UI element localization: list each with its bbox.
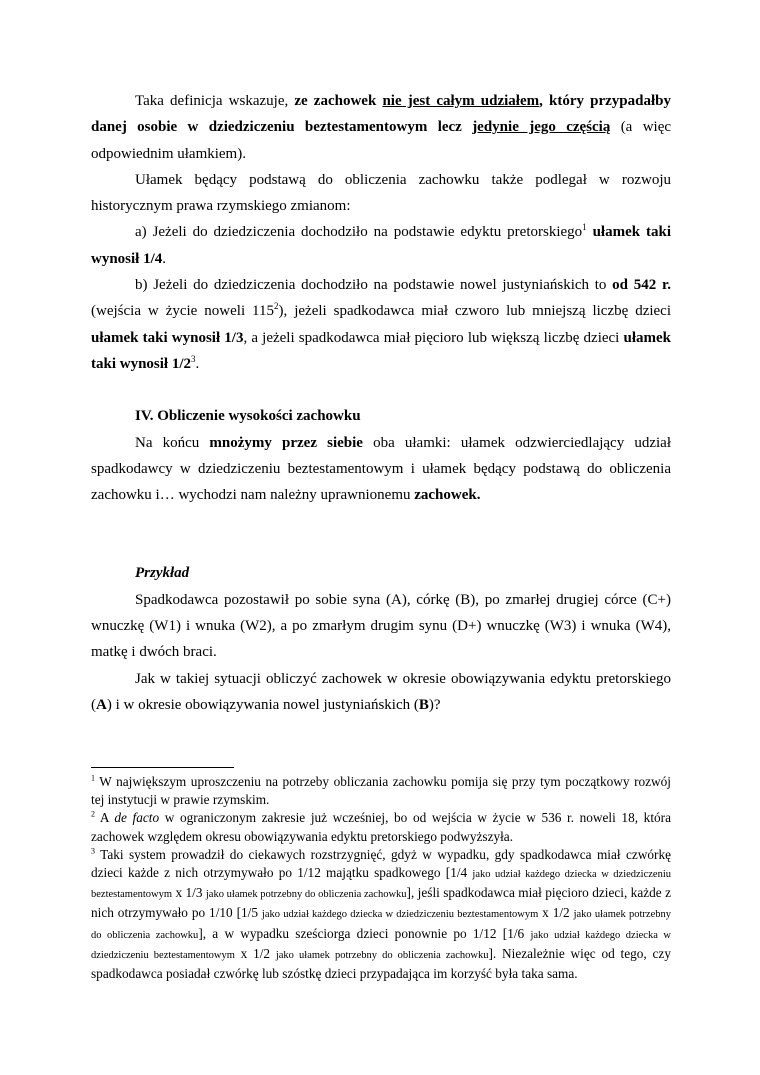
text-span: . [195, 355, 200, 372]
text-span: ) i w okresie obowiązywania nowel justyniańskich ( [106, 696, 419, 713]
footnote-small-text: jako ułamek potrzebny do obliczenia zachowku [91, 909, 671, 941]
footnote-small-text: jako udział każdego dziecka w dziedziczeniu beztestamentowym [261, 909, 539, 921]
underlined-bold-span: nie jest całym udziałem [382, 93, 540, 109]
footnote-1 [91, 773, 671, 809]
bold-span: , który przypadałby danej osobie w dziedziczeniu beztestamentowym lecz [91, 93, 671, 136]
footnote-text: Taki system prowadził do ciekawych rozstrzygnięć, gdyż w wypadku, gdy spadkodawca miał czwórkę dzieci każde z nich otrzymywało po 1/12 majątku spadkowego [1/4 [91, 846, 671, 881]
footnote-text: x 1/3 [172, 885, 206, 901]
footnote-ref-2[interactable]: 2 [274, 301, 279, 312]
footnote-text: ], jeśli spadkodawca miał pięcioro dzieci, każde z nich otrzymywało po 1/10 [1/5 [91, 885, 671, 921]
text-span: Taka definicja wskazuje, [135, 93, 295, 109]
bold-span: ułamek taki wynosił 1/4 [91, 224, 671, 267]
footnote-text: ]. Niezależnie więc od tego, czy spadkodawca posiadał czwórkę lub szóstkę dzieci przypadająca im korzyść była taka sama. [91, 945, 671, 982]
footnote-number: 3 [91, 846, 95, 856]
bold-span: ułamek taki wynosił 1/3 [91, 329, 244, 346]
paragraph-option-a [91, 219, 671, 272]
text-span: ), jeżeli spadkodawca miał czworo lub mniejszą liczbę dzieci [278, 303, 672, 320]
text-span: )? [428, 696, 441, 713]
footnote-text: A [95, 810, 115, 826]
bold-span: A [96, 696, 107, 713]
text-span: (wejścia w życie noweli 115 [91, 303, 275, 320]
footnote-text: x 1/2 [234, 945, 276, 961]
footnote-text: w ograniczonym zakresie już wcześniej, bo od wejścia w życie w 536 r. noweli 18, która zachowek względem okresu obowiązywania edyktu pretorskiego podwyższyła. [91, 810, 671, 844]
bold-span: ułamek taki wynosił 1/2 [91, 329, 671, 372]
text-span: Na końcu [135, 434, 210, 451]
paragraph-option-b [91, 272, 671, 377]
footnote-separator [91, 767, 234, 768]
main-text [91, 88, 671, 718]
spacer [91, 508, 671, 560]
text-span: Jak w takiej sytuacji obliczyć zachowek w okresie obowiązywania edyktu pretorskiego ( [91, 670, 671, 713]
text-span: (a więc odpowiednim ułamkiem). [91, 119, 672, 162]
footnote-ref-3[interactable]: 3 [191, 353, 196, 364]
bold-span: B [418, 696, 429, 713]
footnote-small-text: jako udział każdego dziecka w dziedziczeniu beztestamentowym [91, 869, 671, 901]
underlined-bold-span: jedynie jego częścią [472, 119, 611, 136]
footnote-number: 2 [91, 809, 95, 819]
footnote-3 [91, 846, 671, 983]
bold-span: mnożymy przez siebie [209, 434, 363, 451]
text-span: . [162, 250, 167, 267]
bold-span: zachowek. [414, 487, 481, 504]
footnotes [91, 773, 671, 983]
footnote-2 [91, 809, 671, 845]
footnote-text: x 1/2 [538, 905, 574, 921]
text-span: a) Jeżeli do dziedziczenia dochodziło na podstawie edyktu pretorskiego [135, 224, 583, 241]
text-span: oba ułamki: ułamek odzwierciedlający udział spadkodawcy w dziedziczeniu beztestamentowym i ułamek będący podstawą do obliczenia zachowku i… wychodzi nam należny uprawnionemu [91, 434, 671, 504]
footnote-small-text: jako ułamek potrzebny do obliczenia zachowku [205, 889, 407, 901]
footnote-text: W największym uproszczeniu na potrzeby obliczania zachowku pomija się przy tym początkowy rozwój tej instytucji w prawie rzymskim. [91, 774, 671, 808]
bold-span: od 542 r. [612, 277, 671, 294]
footnote-number: 1 [91, 773, 95, 783]
example-title: Przykład [135, 565, 190, 582]
text-span: , a jeżeli spadkodawca miał pięcioro lub większą liczbę dzieci [243, 329, 624, 346]
bold-span: ze zachowek [294, 93, 383, 109]
paragraph-definition [91, 88, 671, 167]
paragraph-fraction-intro: Ułamek będący podstawą do obliczenia zachowku także podlegał w rozwoju historycznym prawa rzymskiego zmianom: [91, 171, 671, 215]
paragraph-example-family: Spadkodawca pozostawił po sobie syna (A), córkę (B), po zmarłej drugiej córce (C+) wnuczkę (W1) i wnuka (W2), a po zmarłym drugim synu (D+) wnuczkę (W3) i wnuka (W4), matkę i dwóch braci. [91, 591, 671, 661]
footnote-text: ], a w wypadku sześciorga dzieci ponownie po 1/12 [1/6 [198, 925, 531, 941]
spacer [91, 377, 671, 403]
section-heading: IV. Obliczenie wysokości zachowku [135, 408, 361, 425]
footnote-small-text: jako udział każdego dziecka w dziedziczeniu beztestamentowym [91, 929, 671, 961]
paragraph-calculation [91, 430, 671, 509]
paragraph-example-question [91, 666, 671, 719]
footnote-italic: de facto [114, 810, 160, 826]
footnote-ref-1[interactable]: 1 [582, 222, 587, 233]
footnote-small-text: jako ułamek potrzebny do obliczenia zachowku [275, 949, 489, 961]
text-span: b) Jeżeli do dziedziczenia dochodziło na podstawie nowel justyniańskich to [135, 277, 613, 294]
